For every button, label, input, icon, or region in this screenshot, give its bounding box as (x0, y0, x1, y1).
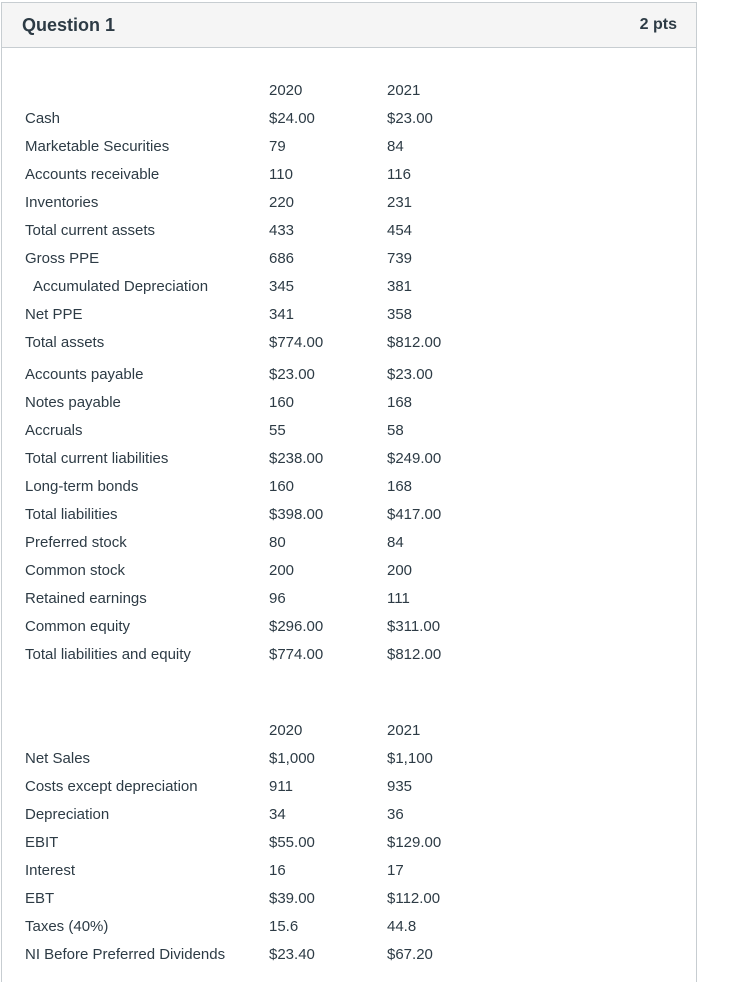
value-2020: $1,000 (269, 750, 315, 767)
row-label: Net PPE (25, 306, 83, 323)
table-row (2, 361, 696, 389)
value-2021: 231 (387, 194, 413, 211)
value-2020: $774.00 (269, 646, 324, 663)
row-label: EBIT (25, 834, 59, 851)
value-2021: 17 (387, 862, 404, 879)
value-2020: 220 (269, 194, 295, 211)
value-2021: $311.00 (387, 618, 441, 635)
question-card (1, 2, 697, 982)
table-row (2, 745, 696, 773)
question-title: Question 1 (22, 14, 116, 35)
table-row (2, 245, 696, 273)
value-2021: 358 (387, 306, 413, 323)
row-label: Common stock (25, 562, 126, 579)
value-2020: 16 (269, 862, 286, 879)
row-label: Marketable Securities (25, 138, 170, 155)
value-2021: $812.00 (387, 334, 442, 351)
row-label: Depreciation (25, 806, 110, 823)
value-2020: 911 (269, 778, 293, 795)
value-2020: $23.40 (269, 946, 315, 963)
value-2020: $238.00 (269, 450, 324, 467)
value-2020: 80 (269, 534, 286, 551)
table-row (2, 501, 696, 529)
value-2020: 96 (269, 590, 286, 607)
value-2021: 111 (387, 590, 410, 607)
table-row (2, 641, 696, 669)
row-label: Retained earnings (25, 590, 147, 607)
row-label: Inventories (25, 194, 99, 211)
value-2021: 84 (387, 534, 404, 551)
value-2021: $23.00 (387, 366, 433, 383)
value-2021: 200 (387, 562, 413, 579)
table-row (2, 329, 696, 357)
value-2020: 34 (269, 806, 286, 823)
value-2021: 36 (387, 806, 404, 823)
row-label: EBT (25, 890, 55, 907)
table-row (2, 133, 696, 161)
row-label: Accounts payable (25, 366, 144, 383)
value-2021: $812.00 (387, 646, 442, 663)
value-2021: 116 (387, 166, 411, 183)
value-2020: 345 (269, 278, 295, 295)
value-2021: $249.00 (387, 450, 442, 467)
table-row (2, 445, 696, 473)
value-2020: 160 (269, 394, 295, 411)
year-2020-header: 2020 (269, 82, 303, 99)
value-2020: $24.00 (269, 110, 315, 127)
row-label: Total liabilities and equity (25, 646, 191, 663)
row-label: Total liabilities (25, 506, 118, 523)
value-2020: $296.00 (269, 618, 324, 635)
value-2021: 935 (387, 778, 413, 795)
row-label: Total assets (25, 334, 105, 351)
row-label: Gross PPE (25, 250, 100, 267)
balance-sheet-year-header (2, 77, 696, 105)
row-label: Net Sales (25, 750, 91, 767)
value-2021: $23.00 (387, 110, 433, 127)
table-row (2, 801, 696, 829)
row-label: Long-term bonds (25, 478, 139, 495)
table-row (2, 941, 696, 969)
table-row (2, 857, 696, 885)
value-2021: $1,100 (387, 750, 433, 767)
value-2020: $774.00 (269, 334, 324, 351)
table-row (2, 885, 696, 913)
value-2020: 79 (269, 138, 286, 155)
value-2021: $67.20 (387, 946, 433, 963)
table-row (2, 105, 696, 133)
income-statement-year-header (2, 717, 696, 745)
row-label: Total current liabilities (25, 450, 169, 467)
table-row (2, 301, 696, 329)
table-row (2, 773, 696, 801)
value-2021: $129.00 (387, 834, 442, 851)
year-2021-header: 2021 (387, 722, 421, 739)
value-2021: 739 (387, 250, 413, 267)
row-label: Common equity (25, 618, 131, 635)
value-2021: 168 (387, 478, 413, 495)
value-2020: $55.00 (269, 834, 315, 851)
row-label: Interest (25, 862, 76, 879)
table-row (2, 913, 696, 941)
value-2021: $417.00 (387, 506, 442, 523)
row-label: Notes payable (25, 394, 121, 411)
row-label: Accruals (25, 422, 83, 439)
value-2020: 200 (269, 562, 295, 579)
question-points: 2 pts (639, 16, 677, 33)
value-2020: $23.00 (269, 366, 315, 383)
table-row (2, 217, 696, 245)
row-label: Accounts receivable (25, 166, 160, 183)
table-row (2, 557, 696, 585)
table-row (2, 613, 696, 641)
year-2020-header: 2020 (269, 722, 303, 739)
table-row (2, 529, 696, 557)
row-label: Preferred stock (25, 534, 127, 551)
value-2020: 686 (269, 250, 295, 267)
value-2020: 341 (269, 306, 295, 323)
row-label: Taxes (40%) (25, 918, 109, 935)
value-2021: 84 (387, 138, 404, 155)
value-2021: 44.8 (387, 918, 417, 935)
value-2021: $112.00 (387, 890, 441, 907)
table-row (2, 161, 696, 189)
row-label: Total current assets (25, 222, 156, 239)
value-2020: $398.00 (269, 506, 324, 523)
value-2021: 168 (387, 394, 413, 411)
table-row (2, 417, 696, 445)
value-2020: 160 (269, 478, 295, 495)
value-2020: 55 (269, 422, 286, 439)
value-2020: 433 (269, 222, 295, 239)
value-2020: $39.00 (269, 890, 315, 907)
value-2021: 454 (387, 222, 413, 239)
row-label: Costs except depreciation (25, 778, 198, 795)
row-label: Cash (25, 110, 61, 127)
table-row (2, 389, 696, 417)
table-row (2, 829, 696, 857)
table-row (2, 189, 696, 217)
value-2021: 58 (387, 422, 404, 439)
question-header (2, 3, 696, 48)
value-2020: 110 (269, 166, 293, 183)
row-label: Accumulated Depreciation (33, 278, 209, 295)
row-label: NI Before Preferred Dividends (25, 946, 226, 963)
table-row (2, 585, 696, 613)
table-row (2, 473, 696, 501)
year-2021-header: 2021 (387, 82, 421, 99)
table-row (2, 273, 696, 301)
value-2021: 381 (387, 278, 413, 295)
value-2020: 15.6 (269, 918, 299, 935)
